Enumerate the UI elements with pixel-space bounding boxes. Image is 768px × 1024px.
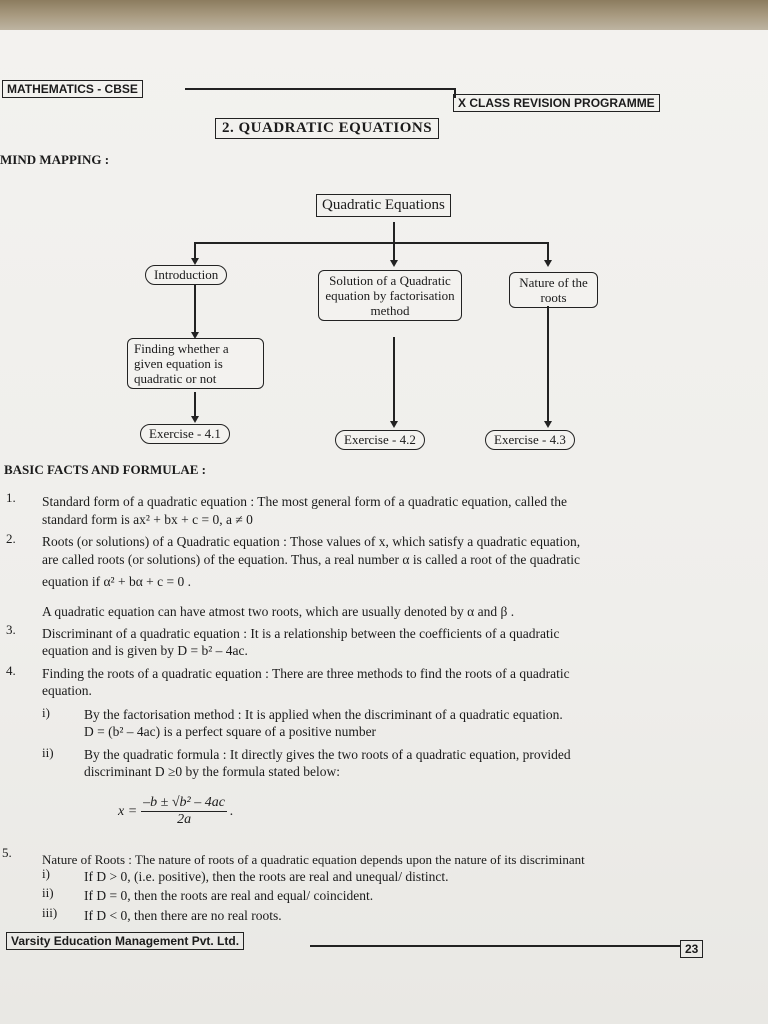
mindmap-solution: Solution of a Quadratic equation by factorisation method — [318, 270, 462, 321]
quadratic-formula — [118, 795, 233, 828]
item-number: 2. — [6, 531, 16, 546]
fact-4-line-1: Finding the roots of a quadratic equation : There are three methods to find the roots of a quadratic — [42, 666, 570, 681]
branch-right — [547, 242, 549, 262]
mindmap-exercise-4-1: Exercise - 4.1 — [140, 424, 230, 444]
item-number: 1. — [6, 490, 16, 505]
solution-connector — [393, 337, 395, 423]
fact-2-line-3: equation if α² + bα + c = 0 . — [42, 574, 192, 589]
formula-period: . — [229, 803, 234, 819]
arrow-icon — [191, 258, 199, 265]
basic-facts-heading: BASIC FACTS AND FORMULAE : — [4, 462, 206, 477]
fact-5i: If D > 0, (i.e. positive), then the roots are real and unequal/ distinct. — [84, 869, 449, 884]
nature-connector — [547, 306, 549, 423]
sub-item-number: i) — [42, 866, 50, 881]
mindmap-introduction: Introduction — [145, 265, 227, 285]
sub-item-number: ii) — [42, 885, 54, 900]
mindmap-root: Quadratic Equations — [316, 194, 451, 217]
arrow-icon — [390, 421, 398, 428]
fact-4ii-line-2: discriminant D ≥0 by the formula stated below: — [84, 764, 340, 779]
header-rule — [185, 88, 455, 90]
sub-item-number: i) — [42, 705, 50, 720]
fact-5iii: If D < 0, then there are no real roots. — [84, 908, 282, 923]
fact-4ii-line-1: By the quadratic formula : It directly gives the two roots of a quadratic equation, provided — [84, 747, 571, 762]
fact-4i-line-1: By the factorisation method : It is applied when the discriminant of a quadratic equation. — [84, 707, 563, 722]
intro-connector — [194, 284, 196, 334]
arrow-icon — [544, 421, 552, 428]
mindmap-finding: Finding whether a given equation is quadratic or not — [127, 338, 264, 389]
formula-denominator: 2a — [177, 812, 192, 827]
item-number: 4. — [6, 663, 16, 678]
fact-5-line-1: Nature of Roots : The nature of roots of a quadratic equation depends upon the nature of its discriminant — [42, 852, 585, 867]
fact-3-line-2: equation and is given by D = b² – 4ac. — [42, 643, 248, 658]
fact-3-line-1: Discriminant of a quadratic equation : It is a relationship between the coefficients of a quadratic — [42, 626, 560, 641]
fact-2-line-4: A quadratic equation can have atmost two roots, which are usually denoted by α and β . — [42, 604, 515, 619]
formula-numerator: –b ± √b² – 4ac — [143, 795, 225, 810]
page-number: 23 — [680, 940, 703, 958]
fact-1-line-2: standard form is ax² + bx + c = 0, a ≠ 0 — [42, 512, 253, 527]
footer-rule — [310, 945, 680, 947]
root-connector — [393, 222, 395, 242]
branch-line — [194, 242, 547, 244]
mindmap-exercise-4-3: Exercise - 4.3 — [485, 430, 575, 450]
programme-label: X CLASS REVISION PROGRAMME — [453, 94, 660, 112]
arrow-icon — [390, 260, 398, 267]
fact-4-line-2: equation. — [42, 683, 92, 698]
publisher-label: Varsity Education Management Pvt. Ltd. — [6, 932, 244, 950]
sub-item-number: iii) — [42, 905, 58, 920]
mindmap-exercise-4-2: Exercise - 4.2 — [335, 430, 425, 450]
formula-fraction — [141, 795, 227, 828]
mind-mapping-heading: MIND MAPPING : — [0, 152, 110, 167]
item-number: 5. — [2, 845, 12, 860]
sub-item-number: ii) — [42, 745, 54, 760]
formula-lhs: x = — [118, 803, 138, 819]
arrow-icon — [191, 416, 199, 423]
arrow-icon — [544, 260, 552, 267]
item-number: 3. — [6, 622, 16, 637]
chapter-title: 2. QUADRATIC EQUATIONS — [215, 118, 439, 139]
fact-2-line-2: are called roots (or solutions) of the equation. Thus, a real number α is called a root of the quadratic — [42, 552, 581, 567]
fact-1-line-1: Standard form of a quadratic equation : The most general form of a quadratic equation, called the — [42, 494, 567, 509]
fact-5ii: If D = 0, then the roots are real and equal/ coincident. — [84, 888, 374, 903]
mindmap-nature: Nature of the roots — [509, 272, 598, 308]
fact-2-line-1: Roots (or solutions) of a Quadratic equation : Those values of x, which satisfy a quadratic equation, — [42, 534, 581, 549]
subject-label: MATHEMATICS - CBSE — [2, 80, 143, 98]
fact-4i-line-2: D = (b² – 4ac) is a perfect square of a positive number — [84, 724, 377, 739]
branch-mid — [393, 242, 395, 262]
finding-connector — [194, 392, 196, 418]
